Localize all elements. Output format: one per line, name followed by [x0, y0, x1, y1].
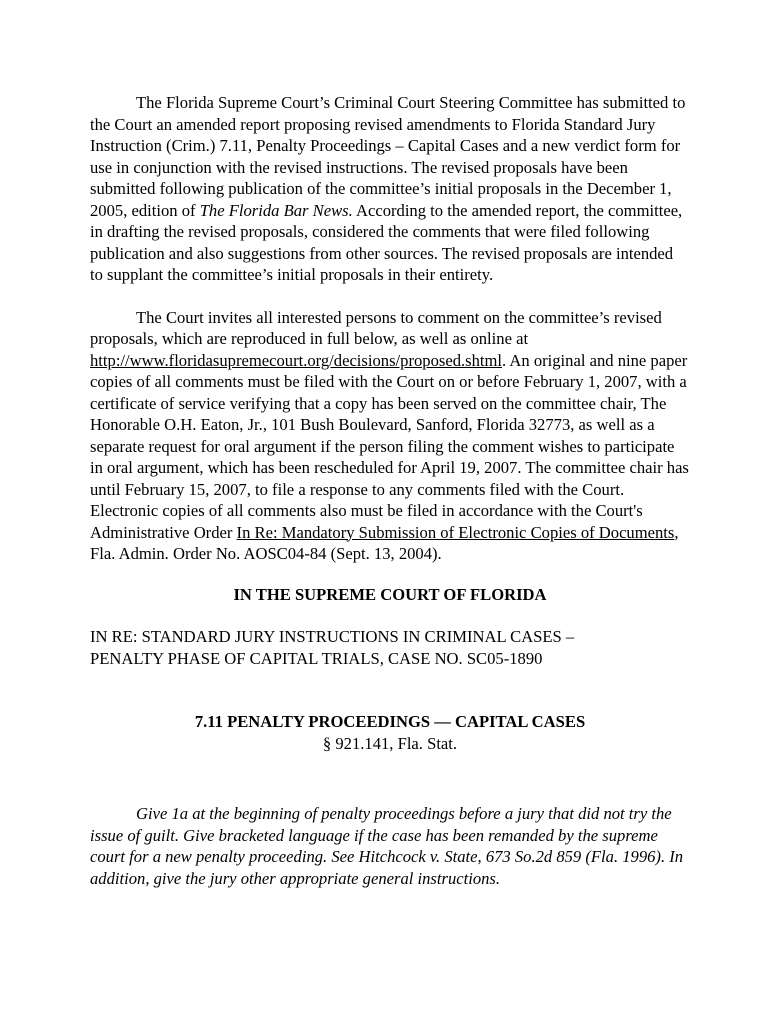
publication-title: The Florida Bar News. — [199, 200, 353, 220]
intro-paragraph — [90, 92, 690, 286]
invitation-text-3: , Fla. Admin. Order No. AOSC04-84 (Sept. 13, 2004). — [90, 522, 679, 563]
court-heading: IN THE SUPREME COURT OF FLORIDA — [233, 584, 547, 604]
intro-text-2: According to the amended report, the committee, in drafting the revised proposals, considered the comments that were filed following publication and also suggestions from other sources. The revised proposals are intended to supplant the committee’s initial proposals in their entirety. — [90, 200, 683, 284]
case-caption-line-1: IN RE: STANDARD JURY INSTRUCTIONS IN CRIMINAL CASES – — [90, 627, 575, 646]
case-caption-line-2: PENALTY PHASE OF CAPITAL TRIALS, CASE NO. SC05-1890 — [90, 648, 543, 668]
comment-invitation-paragraph — [90, 307, 690, 565]
instruction-note: Give 1a at the beginning of penalty proceedings before a jury that did not try the issue of guilt. Give bracketed language if the case has been remanded by the supreme court for a new penalty proceeding. See Hitchcock v. State, 673 So.2d 859 (Fla. 1996). In addition, give the jury other appropriate general instructions. — [90, 804, 684, 888]
intro-text-1: The Florida Supreme Court’s Criminal Court Steering Committee has submitted to the Court an amended report proposing revised amendments to Florida Standard Jury Instruction (Crim.) 7.11, Penalty Proceedings – Capital Cases and a new verdict form for use in conjunction with the revised instructions. The revised proposals have been submitted following publication of the committee’s initial proposals in the December 1, 2005, edition of — [90, 93, 686, 220]
proposals-url-link[interactable]: http://www.floridasupremecourt.org/decisions/proposed.shtml — [90, 350, 503, 370]
instruction-title: 7.11 PENALTY PROCEEDINGS — CAPITAL CASES — [194, 712, 586, 731]
invitation-text-2: . An original and nine paper copies of all comments must be filed with the Court on or before February 1, 2007, with a certificate of service verifying that a copy has been served on the committee chair, The Honorable O.H. Eaton, Jr., 101 Bush Boulevard, Sanford, Florida 32773, as well as a separate request for oral argument if the person filing the comment wishes to participate in oral argument, which has been rescheduled for April 19, 2007. The committee chair has until February 15, 2007, to file a response to any comments filed with the Court. Electronic copies of all comments also must be filed in accordance with the Court's Administrative Order — [90, 350, 689, 542]
statute-citation: § 921.141, Fla. Stat. — [322, 733, 458, 753]
admin-order-title: In Re: Mandatory Submission of Electronic Copies of Documents — [236, 522, 675, 542]
invitation-text-1: The Court invites all interested persons to comment on the committee’s revised proposals, which are reproduced in full below, as well as online at — [90, 307, 662, 348]
document-page — [90, 92, 690, 889]
case-caption — [90, 626, 690, 669]
